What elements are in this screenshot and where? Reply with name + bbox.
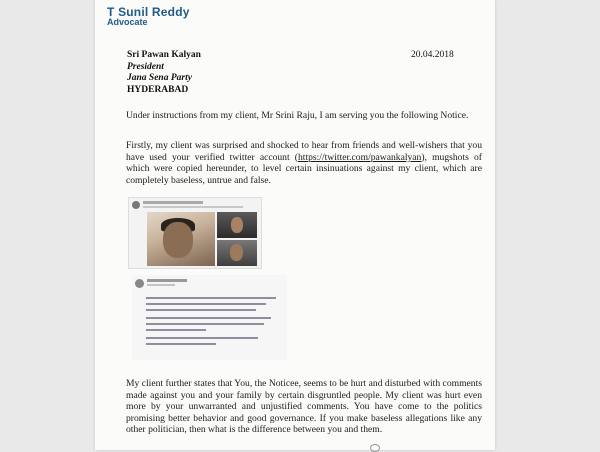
paragraph-client-hurt: My client further states that You, the Noticee, seems to be hurt and disturbed with comments made against you and your family by certain disgruntled people. My client was hurt even more by your unwarranted and unjustified comments. You have come to the politics promising better behavior and good governance. If you make baseless allegations like any other politician, then what is the difference between you and them. xyxy=(126,378,482,436)
tweet-screenshot-photos xyxy=(128,197,262,269)
tweet-text-line xyxy=(146,343,216,345)
letter-page xyxy=(95,0,495,450)
recipient-designation: President xyxy=(127,61,164,72)
tweet-screenshot-text xyxy=(132,275,287,360)
twitter-link[interactable]: https://twitter.com/pawankalyan xyxy=(297,151,422,163)
letter-date: 20.04.2018 xyxy=(411,50,454,60)
tweet-header-line xyxy=(143,201,203,204)
tweet-avatar-icon xyxy=(135,279,144,288)
tweet-text-line xyxy=(146,303,266,305)
mugshot-photo-top-right xyxy=(217,212,257,238)
tweet-text-line xyxy=(146,297,276,299)
mugshot-photo-bottom-right xyxy=(217,240,257,266)
paragraph-firstly-text-a: Firstly, my client was surprised and shocked to hear from friends and well-wishers that you have used your verified twitter account ( xyxy=(126,140,482,163)
tweet-avatar-icon xyxy=(132,201,140,209)
tweet-handle-line xyxy=(147,284,175,286)
letterhead-title: Advocate xyxy=(107,17,148,27)
recipient-party: Jana Sena Party xyxy=(127,73,192,83)
tweet-text-line xyxy=(146,323,264,325)
mugshot-photo-main xyxy=(147,212,215,266)
letterhead-name: T Sunil Reddy xyxy=(107,5,190,19)
tweet-text-line xyxy=(146,317,271,319)
recipient-address xyxy=(127,50,201,96)
paragraph-instructions: Under instructions from my client, Mr Srini Raju, I am serving you the following Notice. xyxy=(126,110,469,121)
tweet-author-line xyxy=(147,279,187,282)
paragraph-firstly-text-b: ), mugshots of which were copied hereunder, to level certain insinuations against my client, which are completely baseless, untrue and false. xyxy=(126,151,482,186)
page-mark xyxy=(370,444,380,452)
tweet-text-line xyxy=(146,337,258,339)
tweet-caption-line xyxy=(143,206,243,208)
recipient-name: Sri Pawan Kalyan xyxy=(127,50,201,60)
recipient-city: HYDERABAD xyxy=(127,84,189,95)
tweet-text-line xyxy=(146,329,206,331)
paragraph-firstly xyxy=(126,140,482,186)
tweet-text-line xyxy=(146,309,256,311)
